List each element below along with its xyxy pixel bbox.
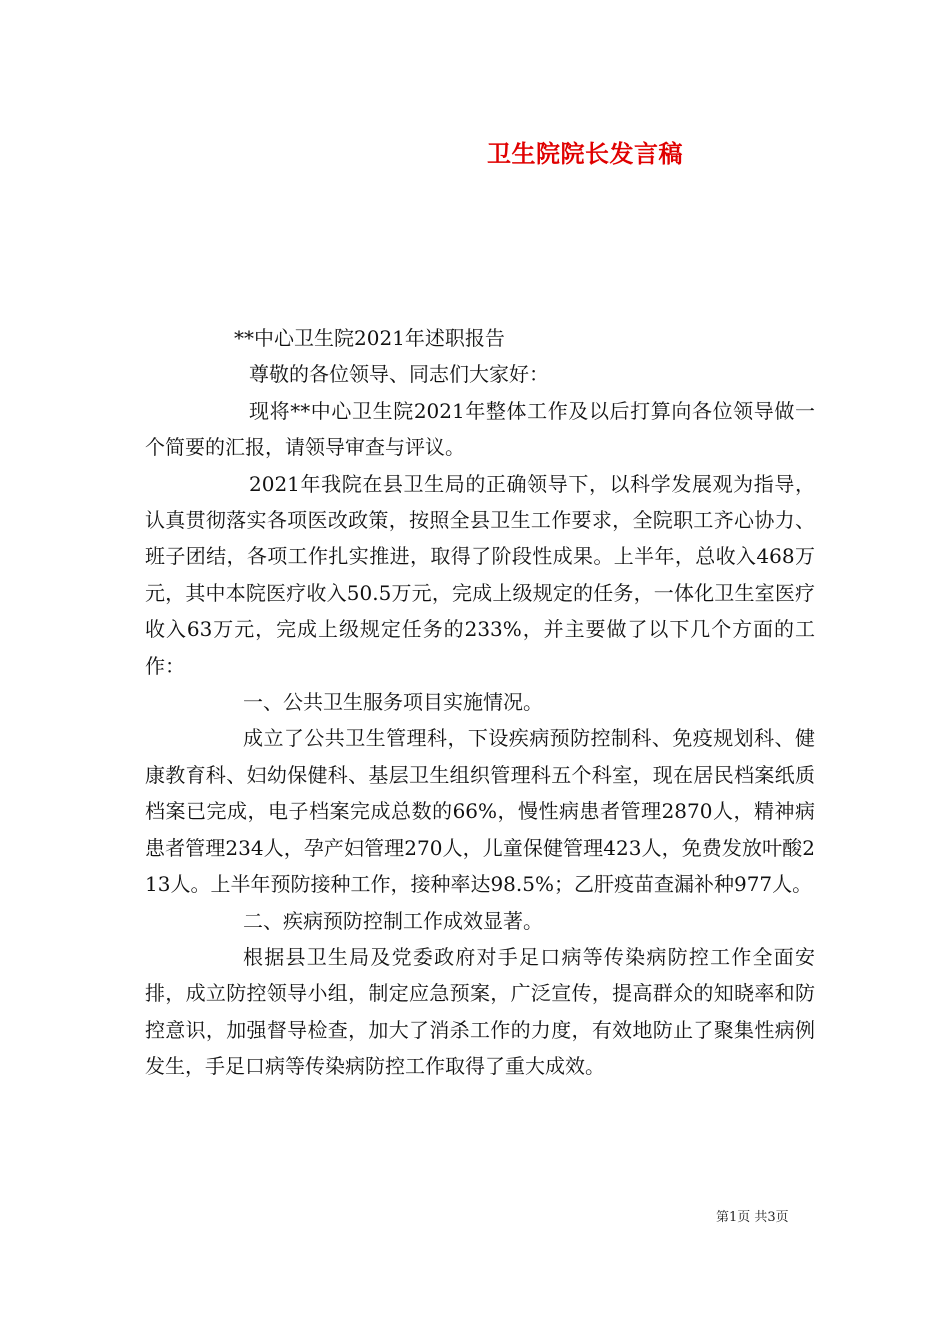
document-body [145,320,815,1085]
report-title: **中心卫生院2021年述职报告 [234,326,505,350]
section-heading-public-health: 一、公共卫生服务项目实施情况。 [243,690,543,715]
salutation: 尊敬的各位领导、同志们大家好： [249,362,549,387]
paragraph-intro: 现将**中心卫生院2021年整体工作及以后打算向各位领导做一个简要的汇报，请领导审查与评议。 [145,398,815,460]
section-heading-disease-control: 二、疾病预防控制工作成效显著。 [243,908,543,933]
document-title: 卫生院院长发言稿 [487,140,683,168]
paragraph-public-health: 成立了公共卫生管理科，下设疾病预防控制科、免疫规划科、健康教育科、妇幼保健科、基层卫生组织管理科五个科室，现在居民档案纸质档案已完成，电子档案完成总数的66%，慢性病患者管理2870人，精神病患者管理234人，孕产妇管理270人，儿童保健管理423人，免费发放叶酸213人。上半年预防接种工作，接种率达98.5%；乙肝疫苗查漏补种977人。 [145,726,815,897]
paragraph-disease-control: 根据县卫生局及党委政府对手足口病等传染病防控工作全面安排，成立防控领导小组，制定应急预案，广泛宣传，提高群众的知晓率和防控意识，加强督导检查，加大了消杀工作的力度，有效地防止了聚集性病例发生，手足口病等传染病防控工作取得了重大成效。 [145,944,815,1079]
paragraph-overview: 2021年我院在县卫生局的正确领导下，以科学发展观为指导，认真贯彻落实各项医改政策，按照全县卫生工作要求，全院职工齐心协力、班子团结，各项工作扎实推进，取得了阶段性成果。上半年，总收入468万元，其中本院医疗收入50.5万元，完成上级规定的任务，一体化卫生室医疗收入63万元，完成上级规定任务的233%，并主要做了以下几个方面的工作： [145,471,815,678]
page-footer: 第1页 共3页 [716,1210,789,1225]
